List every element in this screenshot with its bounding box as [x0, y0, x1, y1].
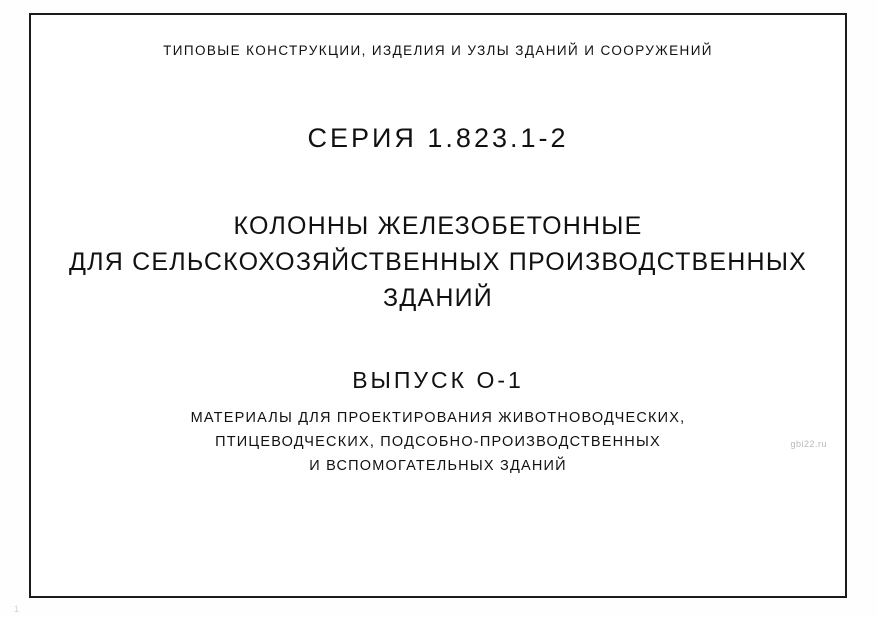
issue-number: ВЫПУСК О-1 — [352, 367, 524, 393]
document-title-line-2: ДЛЯ СЕЛЬСКОХОЗЯЙСТВЕННЫХ ПРОИЗВОДСТВЕННЫХ — [68, 248, 808, 276]
document-subtitle-line-2: ПТИЦЕВОДЧЕСКИХ, ПОДСОБНО-ПРОИЗВОДСТВЕННЫХ — [215, 434, 661, 450]
corner-mark: 1 — [14, 604, 20, 614]
document-subtitle-line-1: МАТЕРИАЛЫ ДЛЯ ПРОЕКТИРОВАНИЯ ЖИВОТНОВОДЧЕСКИХ, — [190, 410, 686, 426]
document-subtitle-line-3: И ВСПОМОГАТЕЛЬНЫХ ЗДАНИЙ — [309, 458, 567, 474]
document-title-line-1: КОЛОННЫ ЖЕЛЕЗОБЕТОННЫЕ — [233, 212, 643, 240]
document-title — [31, 208, 845, 316]
document-title-line-3: ЗДАНИЙ — [383, 284, 493, 312]
page-border-frame — [29, 13, 847, 598]
series-number: СЕРИЯ 1.823.1-2 — [307, 123, 569, 153]
title-page-content — [31, 15, 845, 596]
document-header: ТИПОВЫЕ КОНСТРУКЦИИ, ИЗДЕЛИЯ И УЗЛЫ ЗДАНИЙ И СООРУЖЕНИЙ — [163, 43, 713, 58]
watermark-label: gbi22.ru — [790, 439, 827, 449]
document-subtitle — [31, 406, 845, 478]
